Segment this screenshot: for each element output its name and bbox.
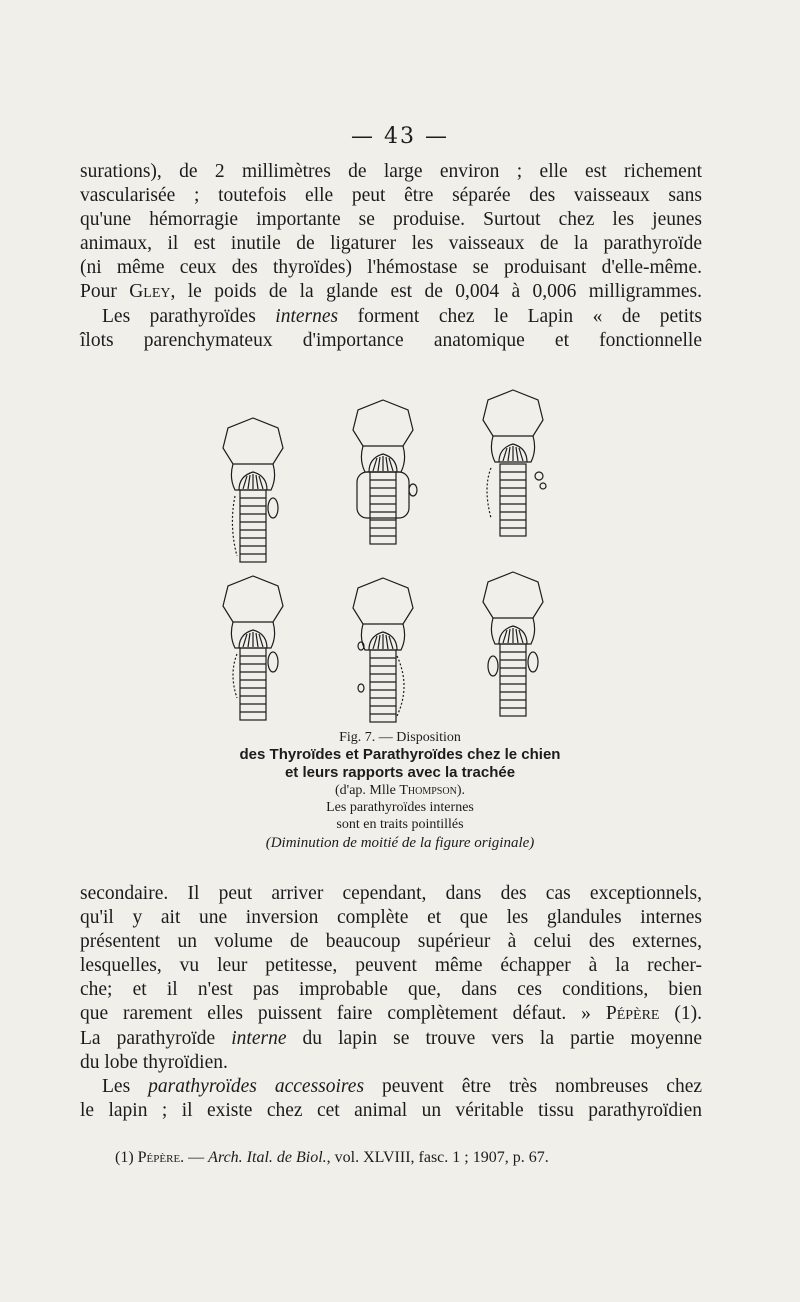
text-line: che; et il n'est pas improbable que, dans ces conditions, bien (80, 979, 702, 1001)
text-line: îlots parenchymateux d'importance anatomique et fonctionnelle (80, 329, 702, 351)
figure-source: (d'ap. Mlle Thompson). (335, 783, 465, 798)
text-line: qu'il y ait une inversion complète et que les glandules internes (80, 907, 702, 929)
figure-note: sont en traits pointillés (336, 817, 464, 832)
top-paragraph (80, 160, 702, 353)
text-line: secondaire. Il peut arriver cependant, dans des cas exceptionnels, (80, 883, 702, 904)
text-line: La parathyroïde interne du lapin se trouve vers la partie moyenne (80, 1027, 702, 1049)
text-line: (ni même ceux des thyroïdes) l'hémostase se produisant d'elle-même. (80, 257, 702, 279)
figure-note: Les parathyroïdes internes (326, 800, 474, 815)
bottom-paragraph (80, 882, 702, 1123)
figure-label: Fig. 7. — Disposition (339, 730, 461, 745)
text-line: qu'une hémorragie importante se produise. Surtout chez les jeunes (80, 209, 702, 231)
text-line: lesquelles, vu leur petitesse, peuvent même échapper à la recher- (80, 955, 702, 977)
text-line: Les parathyroïdes accessoires peuvent être très nombreuses chez (102, 1075, 703, 1097)
figure-caption (200, 730, 600, 853)
figure-title-line: et leurs rapports avec la trachée (284, 764, 516, 781)
text-line: Pour Gley, le poids de la glande est de 0,004 à 0,006 milligrammes. (80, 281, 702, 303)
text-line: animaux, il est inutile de ligaturer les vaisseaux de la parathyroïde (80, 233, 702, 255)
text-line: surations), de 2 millimètres de large environ ; elle est richement (80, 161, 702, 182)
text-line: que rarement elles puissent faire complètement défaut. » Pépère (1). (80, 1003, 702, 1025)
text-line: vascularisée ; toutefois elle peut être séparée des vaisseaux sans (80, 185, 702, 207)
page-number: — 43 — (351, 124, 449, 149)
anatomical-figure (205, 378, 575, 726)
footnote: (1) Pépère. — Arch. Ital. de Biol., vol. XLVIII, fasc. 1 ; 1907, p. 67. (115, 1149, 549, 1166)
text-line: Les parathyroïdes internes forment chez le Lapin « de petits (102, 305, 702, 327)
figure-scale-note: (Diminution de moitié de la figure originale) (265, 835, 535, 851)
author-gley: Gley (129, 281, 171, 303)
figure-title-line: des Thyroïdes et Parathyroïdes chez le chien (239, 746, 561, 763)
text-line: le lapin ; il existe chez cet animal un véritable tissu parathyroïdien (80, 1099, 702, 1121)
text-line: présentent un volume de beaucoup supérieur à celui des externes, (80, 931, 702, 953)
author-pepere: Pépère (605, 1003, 660, 1025)
text-line: du lobe thyroïdien. (80, 1051, 228, 1073)
